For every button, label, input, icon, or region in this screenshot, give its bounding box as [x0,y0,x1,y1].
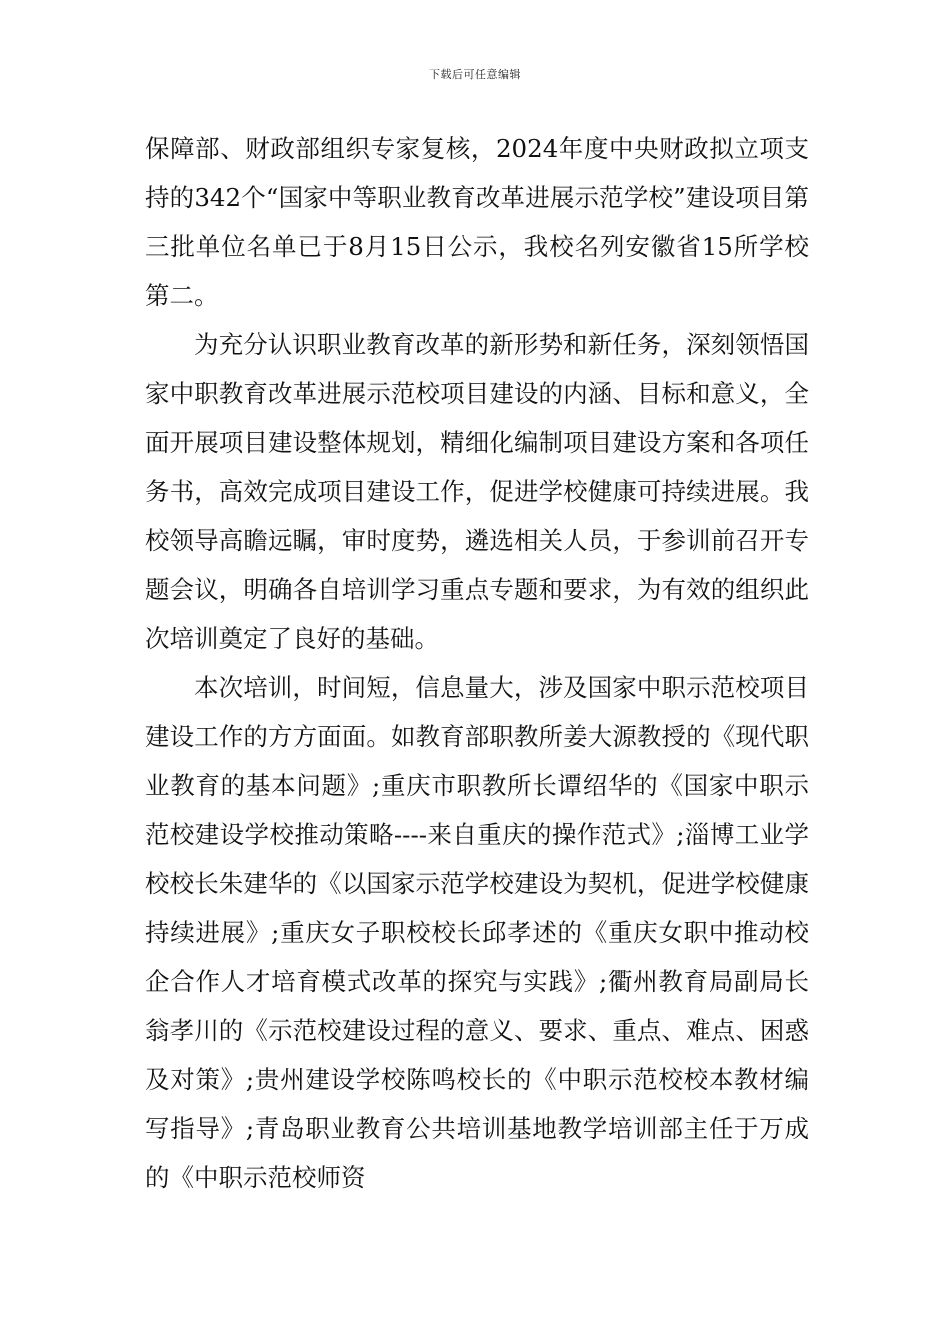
document-body [145,124,809,1202]
page-header: 下载后可任意编辑 [429,68,521,81]
paragraph: 保障部、财政部组织专家复核，2024年度中央财政拟立项支持的342个“国家中等职业教育改革进展示范学校”建设项目第三批单位名单已于8月15日公示，我校名列安徽省15所学校第二。 [145,134,809,310]
paragraph: 本次培训，时间短，信息量大，涉及国家中职示范校项目建设工作的方方面面。如教育部职教所姜大源教授的《现代职业教育的基本问题》;重庆市职教所长谭绍华的《国家中职示范校建设学校推动策略----来自重庆的操作范式》;淄博工业学校校长朱建华的《以国家示范学校建设为契机，促进学校健康持续进展》;重庆女子职校校长邱孝述的《重庆女职中推动校企合作人才培育模式改革的探究与实践》;衢州教育局副局长翁孝川的《示范校建设过程的意义、要求、重点、难点、困惑及对策》;贵州建设学校陈鸣校长的《中职示范校校本教材编写指导》;青岛职业教育公共培训基地教学培训部主任于万成的《中职示范校师资 [145,673,809,1192]
paragraph: 为充分认识职业教育改革的新形势和新任务，深刻领悟国家中职教育改革进展示范校项目建设的内涵、目标和意义，全面开展项目建设整体规划，精细化编制项目建设方案和各项任务书，高效完成项目建设工作，促进学校健康可持续进展。我校领导高瞻远瞩，审时度势，遴选相关人员，于参训前召开专题会议，明确各自培训学习重点专题和要求，为有效的组织此次培训奠定了良好的基础。 [145,330,809,653]
